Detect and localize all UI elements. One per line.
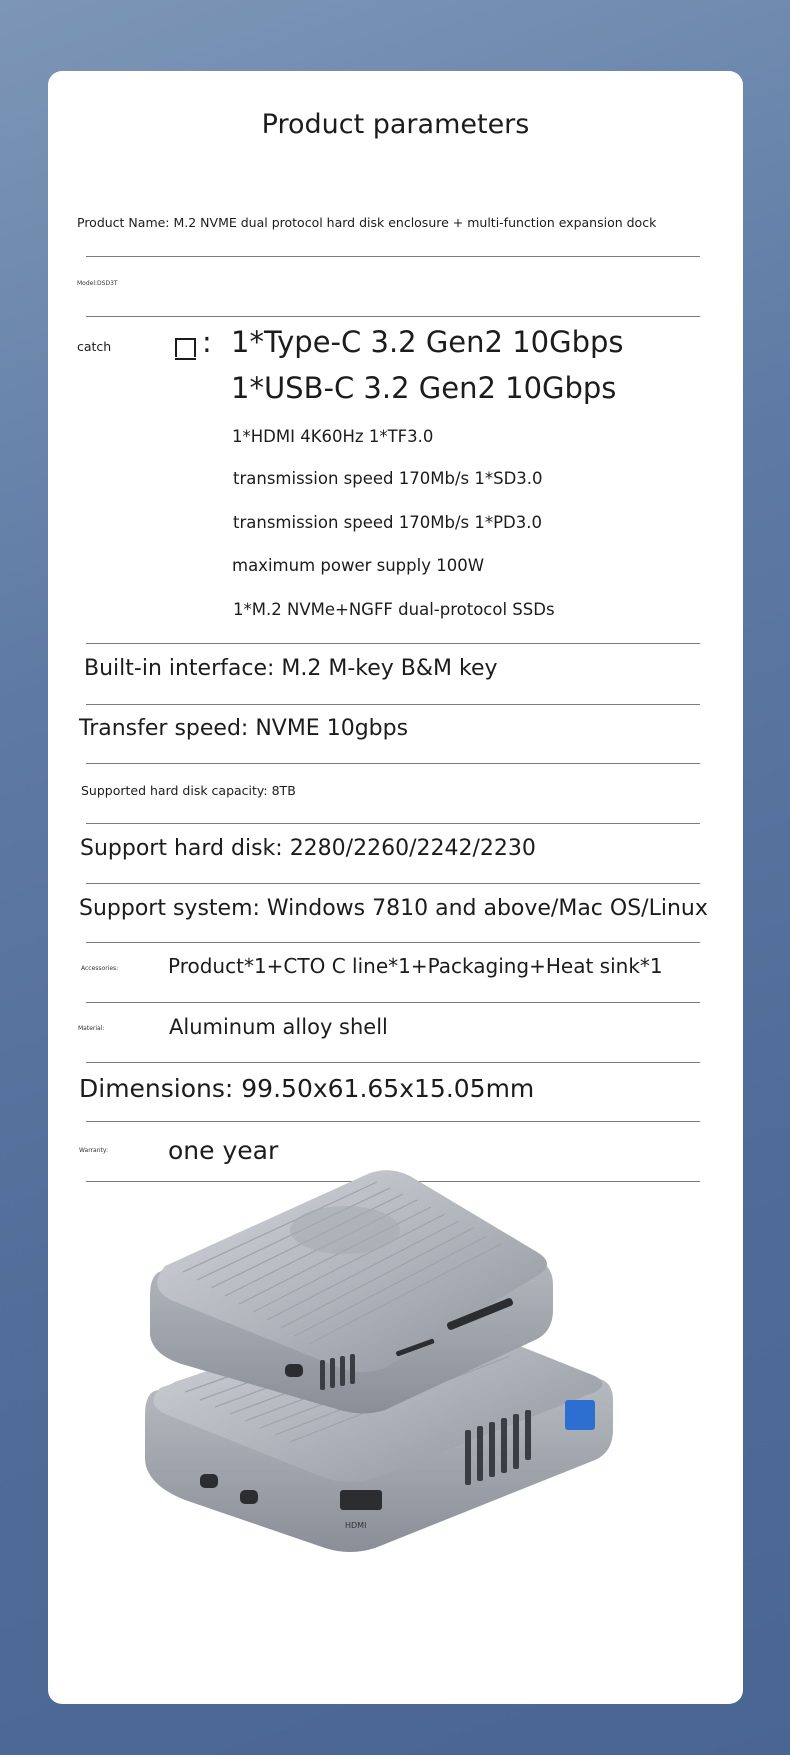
- warranty-label: Warranty:: [79, 1147, 109, 1154]
- divider: [86, 1002, 700, 1003]
- material-label: Material:: [78, 1025, 105, 1032]
- hard-disk-capacity: Supported hard disk capacity: 8TB: [81, 783, 296, 798]
- divider: [86, 643, 700, 644]
- divider: [86, 1062, 700, 1063]
- port-square-icon: [175, 338, 196, 357]
- divider: [86, 942, 700, 943]
- page-title: Product parameters: [261, 109, 530, 140]
- interface-line-3: 1*HDMI 4K60Hz 1*TF3.0: [232, 427, 434, 446]
- transfer-speed: Transfer speed: NVME 10gbps: [79, 716, 409, 741]
- divider: [86, 704, 700, 705]
- warranty-value: one year: [168, 1136, 279, 1165]
- interface-line-2: 1*USB-C 3.2 Gen2 10Gbps: [231, 371, 617, 405]
- material-value: Aluminum alloy shell: [169, 1015, 388, 1039]
- usb-port: [565, 1400, 595, 1430]
- interface-line-7: 1*M.2 NVMe+NGFF dual-protocol SSDs: [233, 600, 555, 619]
- product-name: Product Name: M.2 NVME dual protocol hard disk enclosure + multi-function expansion dock: [77, 215, 657, 230]
- accessories-value: Product*1+CTO C line*1+Packaging+Heat sink*1: [168, 954, 663, 978]
- interface-line-4: transmission speed 170Mb/s 1*SD3.0: [233, 469, 543, 488]
- divider: [86, 763, 700, 764]
- built-in-interface: Built-in interface: M.2 M-key B&M key: [84, 656, 498, 681]
- accessories-label: Accessories:: [81, 965, 119, 972]
- hdmi-label: HDMI: [345, 1521, 367, 1530]
- support-system: Support system: Windows 7810 and above/Mac OS/Linux: [79, 896, 708, 921]
- divider: [86, 883, 700, 884]
- divider: [86, 823, 700, 824]
- interface-line-5: transmission speed 170Mb/s 1*PD3.0: [233, 513, 542, 532]
- divider: [86, 256, 700, 257]
- model-label: Model:DSD3T: [77, 280, 118, 287]
- interface-line-6: maximum power supply 100W: [232, 556, 485, 575]
- interface-label: catch: [77, 339, 112, 354]
- support-hard-disk: Support hard disk: 2280/2260/2242/2230: [80, 836, 536, 861]
- interface-line-1: 1*Type-C 3.2 Gen2 10Gbps: [231, 325, 624, 359]
- interface-separator: :: [202, 325, 212, 359]
- divider: [86, 1121, 700, 1122]
- hdmi-port: [340, 1490, 382, 1510]
- product-image: [105, 1160, 625, 1580]
- divider: [86, 316, 700, 317]
- dimensions: Dimensions: 99.50x61.65x15.05mm: [79, 1074, 535, 1103]
